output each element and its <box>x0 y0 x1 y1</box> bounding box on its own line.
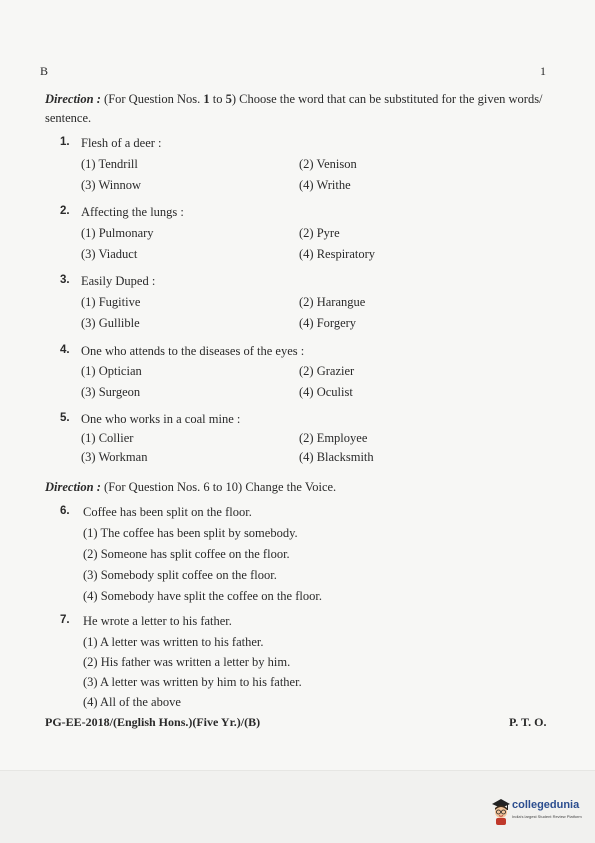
question-number: 7. <box>60 614 70 626</box>
direction-label: Direction : <box>45 92 101 106</box>
option: (2) His father was written a letter by him. <box>83 655 291 669</box>
option: (1) Pulmonary <box>81 226 154 240</box>
option: (4) Blacksmith <box>299 450 374 464</box>
option: (2) Employee <box>299 431 368 445</box>
set-code: B <box>40 64 49 78</box>
question-number: 6. <box>60 505 70 517</box>
pto-label: P. T. O. <box>509 715 547 729</box>
option: (2) Venison <box>299 157 357 171</box>
question-number: 5. <box>60 412 70 424</box>
question-number: 1. <box>60 136 70 148</box>
collegedunia-logo <box>490 796 590 830</box>
option: (4) Writhe <box>299 178 351 192</box>
question-text: Easily Duped : <box>81 274 156 288</box>
brand-tagline: India's largest Student Review Platform <box>512 814 582 819</box>
brand-name: collegedunia <box>512 799 580 811</box>
option: (4) Somebody have split the coffee on the floor. <box>83 589 322 603</box>
option: (3) Viaduct <box>81 247 138 261</box>
option: (2) Harangue <box>299 295 366 309</box>
option: (1) A letter was written to his father. <box>83 635 264 649</box>
question-text: Affecting the lungs : <box>81 205 184 219</box>
question-number: 4. <box>60 344 70 356</box>
option: (3) Gullible <box>81 316 140 330</box>
option: (3) Somebody split coffee on the floor. <box>83 568 277 582</box>
page-number: 1 <box>540 64 546 78</box>
option: (3) A letter was written by him to his father. <box>83 675 302 689</box>
option: (3) Workman <box>81 450 148 464</box>
option: (4) Forgery <box>299 316 357 330</box>
option: (1) Tendrill <box>81 157 138 171</box>
option: (1) Fugitive <box>81 295 141 309</box>
question-text: He wrote a letter to his father. <box>83 614 232 628</box>
option: (2) Someone has split coffee on the floor. <box>83 547 290 561</box>
direction-label: Direction : <box>45 480 101 494</box>
student-mascot-icon <box>490 796 512 826</box>
option: (1) Optician <box>81 364 142 378</box>
paper-code: PG-EE-2018/(English Hons.)(Five Yr.)/(B) <box>45 715 261 729</box>
option: (3) Surgeon <box>81 385 141 399</box>
question-number: 3. <box>60 274 70 286</box>
question-text: One who attends to the diseases of the eyes : <box>81 344 305 358</box>
direction-six-to-ten: Direction : (For Question Nos. 6 to 10) Change the Voice. <box>45 480 337 494</box>
option: (4) All of the above <box>83 695 181 709</box>
question-text: One who works in a coal mine : <box>81 412 241 426</box>
option: (1) Collier <box>81 431 134 445</box>
option: (4) Respiratory <box>299 247 376 261</box>
direction-one-to-five: Direction : (For Question Nos. 1 to 5) Choose the word that can be substituted for the given words/ sentence. <box>45 92 543 125</box>
option: (2) Grazier <box>299 364 355 378</box>
option: (3) Winnow <box>81 178 142 192</box>
option: (4) Oculist <box>299 385 353 399</box>
question-number: 2. <box>60 205 70 217</box>
question-text: Coffee has been split on the floor. <box>83 505 252 519</box>
option: (2) Pyre <box>299 226 340 240</box>
option: (1) The coffee has been split by somebody. <box>83 526 298 540</box>
question-text: Flesh of a deer : <box>81 136 162 150</box>
